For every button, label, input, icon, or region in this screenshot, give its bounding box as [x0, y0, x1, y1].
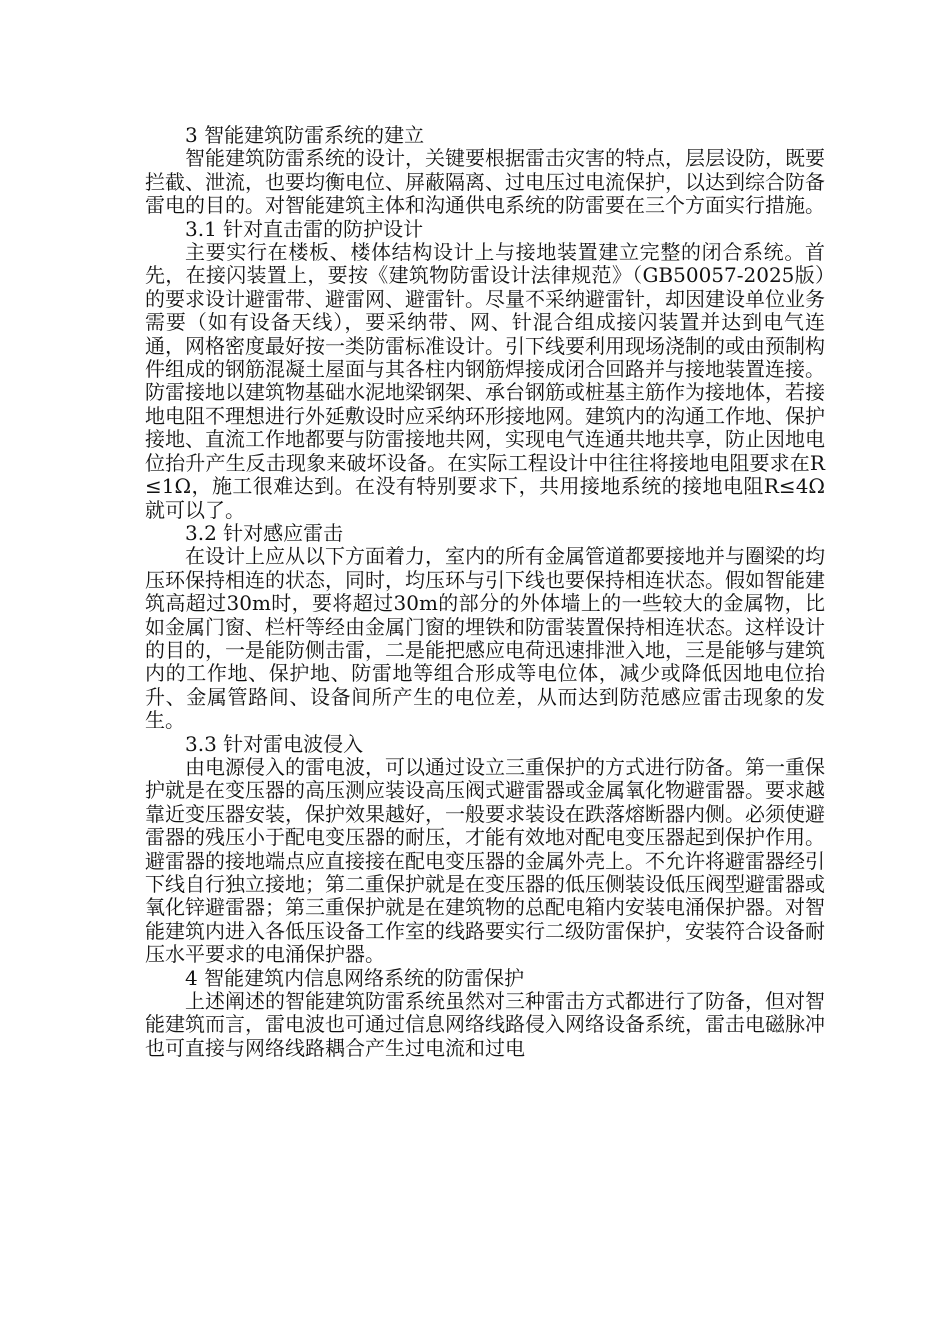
- section-3-1-heading: 3.1 针对直击雷的防护设计: [185, 216, 424, 241]
- section-4-paragraph: 上述阐述的智能建筑防雷系统虽然对三种雷击方式都进行了防备，但对智能建筑而言，雷电波也可通过信息网络线路侵入网络设备系统，雷击电磁脉冲也可直接与网络线路耦合产生过电流和过电: [145, 989, 825, 1060]
- section-3-3-paragraph: 由电源侵入的雷电波，可以通过设立三重保护的方式进行防备。第一重保护就是在变压器的高压测应装设高压阀式避雷器或金属氧化物避雷器。要求越靠近变压器安装，保护效果越好，一般要求装设在跌落熔断器内侧。必须使避雷器的残压小于配电变压器的耐压，才能有效地对配电变压器起到保护作用。避雷器的接地端点应直接接在配电变压器的金属外壳上。不允许将避雷器经引下线自行独立接地；第二重保护就是在变压器的低压侧装设低压阀型避雷器或氧化锌避雷器；第三重保护就是在建筑物的总配电箱内安装电涌保护器。对智能建筑内进入各低压设备工作室的线路要实行二级防雷保护，安装符合设备耐压水平要求的电涌保护器。: [145, 754, 825, 967]
- section-3-1-paragraph: 主要实行在楼板、楼体结构设计上与接地装置建立完整的闭合系统。首先，在接闪装置上，要按《建筑物防雷设计法律规范》（GB50057-2025版）的要求设计避雷带、避雷网、避雷针。尽量不采纳避雷针，却因建设单位业务需要（如有设备天线），要采纳带、网、针混合组成接闪装置并达到电气连通，网格密度最好按一类防雷标准设计。引下线要利用现场浇制的或由预制构件组成的钢筋混凝土屋面与其各柱内钢筋焊接成闭合回路并与接地装置连接。防雷接地以建筑物基础水泥地梁钢架、承台钢筋或桩基主筋作为接地体，若接地电阻不理想进行外延敷设时应采纳环形接地网。建筑内的沟通工作地、保护接地、直流工作地都要与防雷接地共网，实现电气连通共地共享，防止因地电位抬升产生反击现象来破坏设备。在实际工程设计中往往将接地电阻要求在R≤1Ω，施工很难达到。在没有特别要求下，共用接地系统的接地电阻R≤4Ω就可以了。: [145, 240, 825, 522]
- document-page: [145, 124, 825, 1060]
- section-4-heading: 4 智能建筑内信息网络系统的防雷保护: [185, 965, 525, 990]
- section-3-heading: 3 智能建筑防雷系统的建立: [185, 123, 425, 147]
- section-3-2-heading: 3.2 针对感应雷击: [185, 520, 344, 545]
- section-3-2-paragraph: 在设计上应从以下方面着力，室内的所有金属管道都要接地并与圈梁的均压环保持相连的状态，同时，均压环与引下线也要保持相连状态。假如智能建筑高超过30m时，要将超过30m的部分的外体墙上的一些较大的金属物，比如金属门窗、栏杆等经由金属门窗的埋铁和防雷装置保持相连状态。这样设计的目的，一是能防侧击雷，二是能把感应电荷迅速排泄入地，三是能够与建筑内的工作地、保护地、防雷地等组合形成等电位体，减少或降低因地电位抬升、金属管路间、设备间所产生的电位差，从而达到防范感应雷击现象的发生。: [145, 544, 825, 733]
- section-3-paragraph: 智能建筑防雷系统的设计，关键要根据雷击灾害的特点，层层设防，既要拦截、泄流，也要均衡电位、屏蔽隔离、过电压过电流保护，以达到综合防备雷电的目的。对智能建筑主体和沟通供电系统的防雷要在三个方面实行措施。: [145, 146, 825, 218]
- section-3-3-heading: 3.3 针对雷电波侵入: [185, 731, 364, 756]
